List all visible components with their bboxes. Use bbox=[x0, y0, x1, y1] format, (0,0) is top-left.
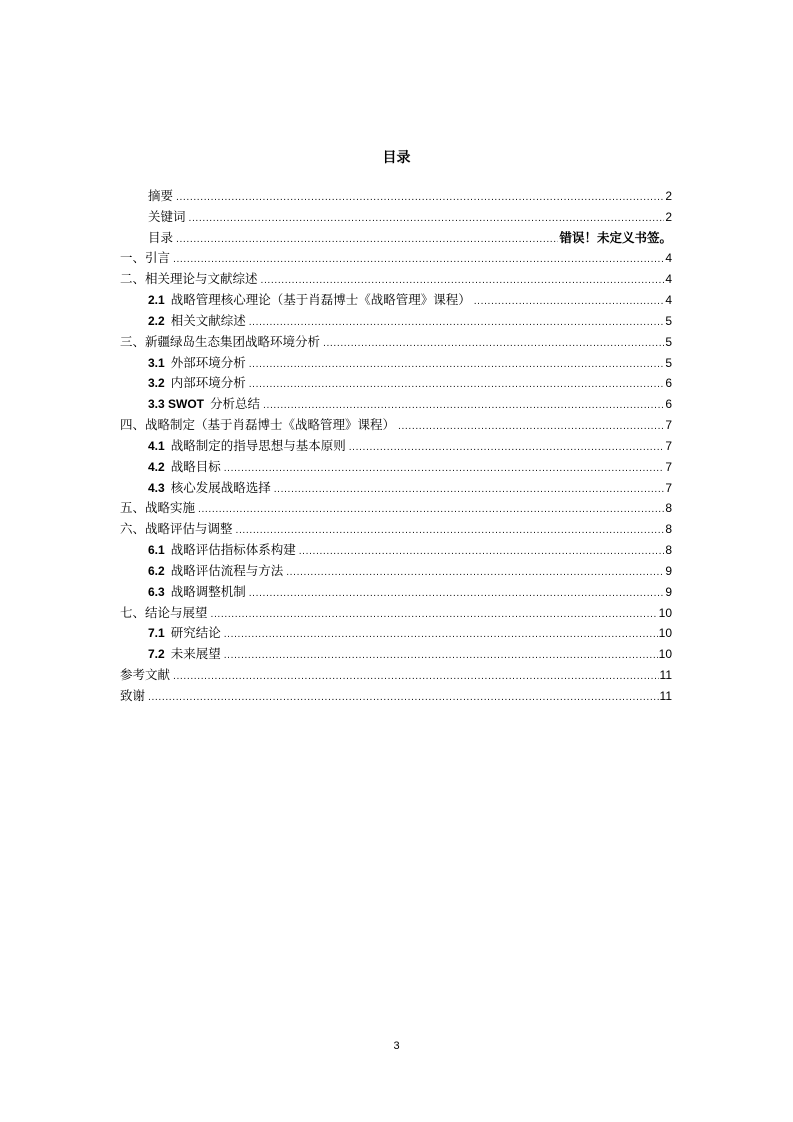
toc-entry[interactable] bbox=[120, 353, 672, 374]
dot-leader bbox=[263, 396, 664, 417]
toc-entry-label: 研究结论 bbox=[170, 625, 221, 641]
toc-entry[interactable] bbox=[120, 436, 672, 457]
toc-entry-page-number: 9 bbox=[665, 563, 672, 578]
toc-entry-page-number: 8 bbox=[665, 543, 672, 558]
toc-entry-number: 4.1 bbox=[148, 438, 165, 453]
toc-entry[interactable] bbox=[120, 373, 672, 394]
toc-entry[interactable] bbox=[120, 457, 672, 478]
toc-entry-label: 战略评估指标体系构建 bbox=[170, 542, 296, 558]
toc-entry-page-number: 2 bbox=[665, 209, 672, 224]
toc-entry-page-number: 7 bbox=[665, 459, 672, 474]
toc-entry-number: 4.3 bbox=[148, 480, 165, 495]
toc-entry-page-number: 7 bbox=[665, 418, 672, 433]
toc-entry[interactable] bbox=[120, 498, 672, 519]
dot-leader bbox=[198, 500, 664, 521]
toc-entry[interactable] bbox=[120, 603, 672, 624]
toc-entry-label: 相关文献综述 bbox=[170, 312, 246, 328]
dot-leader bbox=[323, 334, 664, 355]
toc-entry-number: 3.2 bbox=[148, 376, 165, 391]
toc-entry-label: 五、战略实施 bbox=[120, 500, 196, 516]
toc-entry-label: 六、战略评估与调整 bbox=[120, 521, 233, 537]
toc-entry-page-number: 6 bbox=[665, 397, 672, 412]
toc-entry-label: 参考文献 bbox=[120, 667, 171, 683]
toc-entry-label: 四、战略制定（基于肖磊博士《战略管理》课程） bbox=[120, 417, 396, 433]
toc-entry-page-number: 10 bbox=[658, 605, 672, 620]
toc-entry-page-number: 10 bbox=[658, 626, 672, 641]
dot-leader bbox=[261, 271, 665, 292]
toc-entry-label: 战略管理核心理论（基于肖磊博士《战略管理》课程） bbox=[170, 292, 471, 308]
toc-entry-label: 七、结论与展望 bbox=[120, 604, 208, 620]
dot-leader bbox=[224, 459, 665, 480]
toc-entry[interactable] bbox=[120, 623, 672, 644]
dot-leader bbox=[274, 480, 665, 501]
toc-entry-number: 2.2 bbox=[148, 313, 165, 328]
toc-entry[interactable] bbox=[120, 540, 672, 561]
toc-entry-page-number: 7 bbox=[665, 438, 672, 453]
dot-leader bbox=[236, 521, 665, 542]
toc-entry-label: 关键词 bbox=[148, 208, 186, 224]
toc-entry-label: 目录 bbox=[148, 229, 174, 245]
toc-entry-number: 3.1 bbox=[148, 355, 165, 370]
toc-entry-page-number: 4 bbox=[665, 251, 672, 266]
dot-leader bbox=[173, 250, 664, 271]
toc-entry-label: 分析总结 bbox=[210, 396, 261, 412]
toc-entry-number: 4.2 bbox=[148, 459, 165, 474]
toc-entry-number: 7.2 bbox=[148, 647, 165, 662]
dot-leader bbox=[249, 313, 665, 334]
dot-leader bbox=[474, 292, 665, 313]
toc-entry-number: 6.3 bbox=[148, 584, 165, 599]
toc-entry-number: 6.2 bbox=[148, 563, 165, 578]
toc-entry-number: 2.1 bbox=[148, 293, 165, 308]
toc-entry-label: 战略制定的指导思想与基本原则 bbox=[170, 437, 346, 453]
table-of-contents bbox=[120, 186, 672, 707]
toc-entry[interactable] bbox=[120, 228, 672, 249]
toc-entry[interactable] bbox=[120, 561, 672, 582]
dot-leader bbox=[349, 438, 665, 459]
toc-entry[interactable] bbox=[120, 582, 672, 603]
toc-entry[interactable] bbox=[120, 394, 672, 415]
toc-entry[interactable] bbox=[120, 519, 672, 540]
toc-entry-page-number: 10 bbox=[658, 647, 672, 662]
dot-leader bbox=[176, 188, 664, 209]
toc-entry-label: 三、新疆绿岛生态集团战略环境分析 bbox=[120, 333, 321, 349]
dot-leader bbox=[299, 542, 665, 563]
dot-leader bbox=[224, 646, 658, 667]
toc-entry[interactable] bbox=[120, 478, 672, 499]
toc-entry-page-number: 4 bbox=[665, 293, 672, 308]
toc-entry-page-number: 7 bbox=[665, 480, 672, 495]
toc-entry-page-number: 2 bbox=[665, 189, 672, 203]
toc-entry-label: 战略评估流程与方法 bbox=[170, 562, 284, 578]
toc-entry[interactable] bbox=[120, 269, 672, 290]
toc-entry-label: 摘要 bbox=[148, 188, 174, 203]
toc-entry-page-number: 11 bbox=[659, 688, 672, 703]
toc-entry-number: 7.1 bbox=[148, 626, 165, 641]
toc-entry-label: 二、相关理论与文献综述 bbox=[120, 271, 258, 287]
dot-leader bbox=[249, 375, 665, 396]
toc-entry-page-number: 9 bbox=[665, 584, 672, 599]
toc-title: 目录 bbox=[382, 150, 411, 166]
toc-entry[interactable] bbox=[120, 644, 672, 665]
toc-entry[interactable] bbox=[120, 686, 672, 707]
toc-entry[interactable] bbox=[120, 332, 672, 353]
toc-entry-label: 未来展望 bbox=[170, 646, 221, 662]
toc-entry-page-number: 5 bbox=[665, 355, 672, 370]
toc-entry[interactable] bbox=[120, 186, 672, 207]
toc-entry-label: 外部环境分析 bbox=[170, 354, 246, 370]
toc-entry-label: 致谢 bbox=[120, 687, 146, 703]
toc-entry[interactable] bbox=[120, 290, 672, 311]
toc-entry-page-number: 11 bbox=[659, 668, 672, 683]
dot-leader bbox=[286, 563, 664, 584]
toc-entry[interactable] bbox=[120, 415, 672, 436]
toc-entry-label: 一、引言 bbox=[120, 250, 171, 266]
toc-entry[interactable] bbox=[120, 311, 672, 332]
dot-leader bbox=[249, 584, 665, 605]
toc-entry-page-number: 8 bbox=[665, 522, 672, 537]
toc-entry-label: 战略目标 bbox=[170, 458, 221, 474]
page-number: 3 bbox=[393, 1040, 400, 1052]
dot-leader bbox=[211, 605, 658, 626]
toc-entry-number: 6.1 bbox=[148, 543, 165, 558]
dot-leader bbox=[224, 625, 658, 646]
toc-entry[interactable] bbox=[120, 248, 672, 269]
toc-entry[interactable] bbox=[120, 207, 672, 228]
toc-entry-page-number: 5 bbox=[665, 313, 672, 328]
toc-entry-number: 3.3 SWOT bbox=[148, 397, 205, 412]
dot-leader bbox=[398, 417, 664, 438]
toc-entry[interactable] bbox=[120, 665, 672, 686]
toc-entry-page-number: 5 bbox=[665, 334, 672, 349]
toc-entry-label: 内部环境分析 bbox=[170, 375, 246, 391]
toc-entry-page-number: 8 bbox=[665, 501, 672, 516]
toc-entry-label: 核心发展战略选择 bbox=[170, 479, 271, 495]
dot-leader bbox=[148, 688, 659, 709]
dot-leader bbox=[189, 209, 665, 230]
dot-leader bbox=[176, 230, 558, 251]
dot-leader bbox=[249, 355, 665, 376]
bookmark-error-text: 错误！未定义书签。 bbox=[559, 229, 672, 245]
toc-entry-page-number: 6 bbox=[665, 376, 672, 391]
dot-leader bbox=[173, 667, 659, 688]
toc-entry-label: 战略调整机制 bbox=[170, 583, 246, 599]
toc-entry-page-number: 4 bbox=[665, 272, 672, 287]
